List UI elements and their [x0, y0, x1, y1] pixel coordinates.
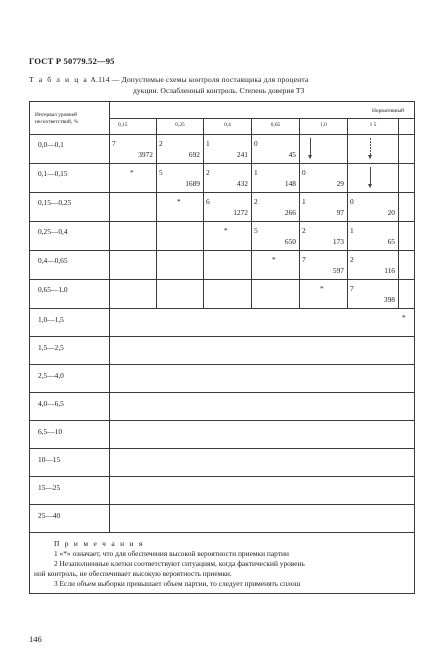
sample-size: 3972	[138, 150, 153, 159]
table-row	[30, 222, 415, 251]
plan-cell	[300, 135, 348, 164]
interval-label: 0,15—0,25	[30, 193, 110, 222]
document-code: ГОСТ Р 50779.52—95	[29, 56, 115, 66]
arrow-down-icon	[370, 167, 371, 187]
table-row	[30, 505, 415, 533]
note-1: 1 «*» означает, что для обеспечения высокой вероятности приемки партии	[54, 549, 289, 558]
plan-cell	[110, 135, 157, 164]
asterisk-mark: *	[224, 226, 228, 235]
sample-size: 432	[236, 179, 248, 188]
interval-label: 4,0—6,5	[30, 393, 110, 421]
interval-label: 1,5—2,5	[30, 337, 110, 365]
sample-size: 148	[284, 179, 296, 188]
plan-cell	[110, 222, 157, 251]
acceptance-number: 1	[302, 197, 306, 206]
table-row	[30, 251, 415, 280]
aql-column-header-empty	[399, 119, 415, 135]
aql-column-header: 1 5	[348, 119, 399, 135]
sample-size: 266	[284, 208, 296, 217]
plan-cell	[204, 280, 252, 309]
aql-column-header: 0,4	[204, 119, 252, 135]
plan-cell	[204, 222, 252, 251]
interval-label: 10—15	[30, 449, 110, 477]
interval-label: 15—25	[30, 477, 110, 505]
table-row	[30, 309, 415, 337]
plan-cell	[110, 280, 157, 309]
sample-size: 45	[288, 150, 296, 159]
plan-cell	[399, 280, 415, 309]
plan-cell	[110, 251, 157, 280]
table-row	[30, 393, 415, 421]
aql-column-header: 0,15	[110, 119, 157, 135]
table-row	[30, 193, 415, 222]
acceptance-number: 2	[350, 255, 354, 264]
plan-cell	[399, 135, 415, 164]
aql-column-header: 0,25	[157, 119, 204, 135]
asterisk-mark: *	[272, 255, 276, 264]
acceptance-number: 1	[254, 168, 258, 177]
plan-cell	[204, 193, 252, 222]
acceptance-number: 1	[350, 226, 354, 235]
plan-cell	[157, 135, 204, 164]
plan-cell	[300, 222, 348, 251]
plan-cell	[300, 164, 348, 193]
aql-column-header: 1,0	[300, 119, 348, 135]
acceptance-number: 6	[206, 197, 210, 206]
plan-cell	[399, 222, 415, 251]
interval-label: 1,0—1,5	[30, 309, 110, 337]
empty-plan-span	[110, 393, 415, 421]
sampling-plans-table	[29, 101, 415, 594]
plan-cell	[204, 164, 252, 193]
plan-cell	[110, 193, 157, 222]
sample-size: 1689	[185, 179, 200, 188]
interval-label: 0,25—0,4	[30, 222, 110, 251]
table-row	[30, 477, 415, 505]
acceptance-number: 2	[159, 139, 163, 148]
asterisk-mark: *	[320, 284, 324, 293]
acceptance-number: 1	[206, 139, 210, 148]
empty-plan-span	[110, 477, 415, 505]
sample-size: 398	[383, 295, 395, 304]
acceptance-number: 7	[112, 139, 116, 148]
sample-size: 597	[332, 266, 344, 275]
empty-plan-span	[110, 337, 415, 365]
plan-cell	[252, 280, 300, 309]
acceptance-number: 0	[302, 168, 306, 177]
interval-label: 0,1—0,15	[30, 164, 110, 193]
plan-cell	[348, 280, 399, 309]
interval-header: Интервал уровней несоответствий, %	[30, 102, 110, 135]
empty-plan-span	[110, 505, 415, 533]
normative-header: Нормативный	[110, 102, 415, 119]
sample-size: 20	[387, 208, 395, 217]
plan-cell	[252, 193, 300, 222]
interval-label: 0,0—0,1	[30, 135, 110, 164]
asterisk-mark: *	[130, 168, 134, 177]
sample-size: 692	[188, 150, 200, 159]
plan-cell	[204, 251, 252, 280]
acceptance-number: 5	[159, 168, 163, 177]
plan-cell	[157, 280, 204, 309]
plan-cell	[348, 164, 399, 193]
acceptance-number: 2	[206, 168, 210, 177]
interval-label: 0,4—0,65	[30, 251, 110, 280]
sample-size: 650	[284, 237, 296, 246]
plan-cell	[399, 251, 415, 280]
caption-line-2: дукции. Ослабленный контроль. Степень доверия Т3	[133, 86, 305, 95]
sample-size: 65	[387, 237, 395, 246]
plan-cell	[399, 164, 415, 193]
acceptance-number: 2	[254, 197, 258, 206]
acceptance-number: 7	[302, 255, 306, 264]
plan-cell	[204, 135, 252, 164]
sample-size: 97	[336, 208, 344, 217]
page-number: 146	[29, 634, 42, 644]
plan-cell	[110, 164, 157, 193]
table-row	[30, 135, 415, 164]
interval-label: 25—40	[30, 505, 110, 533]
sample-size: 116	[384, 266, 395, 275]
arrow-down-icon	[370, 138, 371, 158]
plan-cell	[252, 164, 300, 193]
sample-size: 29	[336, 179, 344, 188]
acceptance-number: 0	[254, 139, 258, 148]
table-row	[30, 280, 415, 309]
interval-label: 0,65—1,0	[30, 280, 110, 309]
plan-cell	[157, 164, 204, 193]
acceptance-number: 7	[350, 284, 354, 293]
notes-cell	[30, 533, 415, 594]
notes-title: П р и м е ч а н и я	[54, 539, 145, 548]
asterisk-mark: *	[402, 313, 406, 322]
arrow-down-icon	[310, 138, 311, 158]
plan-cell	[252, 135, 300, 164]
plan-cell	[157, 193, 204, 222]
plan-cell	[348, 251, 399, 280]
plan-cell	[348, 193, 399, 222]
asterisk-mark: *	[177, 197, 181, 206]
plan-cell	[252, 251, 300, 280]
table-row	[30, 164, 415, 193]
interval-label: 6,5—10	[30, 421, 110, 449]
empty-plan-span	[110, 421, 415, 449]
table-caption	[29, 74, 409, 96]
table-row	[30, 421, 415, 449]
plan-cell	[157, 251, 204, 280]
note-3: 3 Если объем выборки превышает объем партии, то следует применять сплош	[54, 579, 301, 588]
plan-cell	[252, 222, 300, 251]
plan-cell	[348, 135, 399, 164]
aql-column-header: 0,65	[252, 119, 300, 135]
sample-size: 1272	[233, 208, 248, 217]
plan-cell	[157, 222, 204, 251]
empty-plan-span	[110, 449, 415, 477]
caption-prefix: Т а б л и ц а	[29, 75, 89, 84]
caption-line-1: А.114 — Допустимые схемы контроля поставщика для процента	[90, 75, 309, 84]
acceptance-number: 5	[254, 226, 258, 235]
acceptance-number: 0	[350, 197, 354, 206]
plan-cell	[300, 251, 348, 280]
plan-cell	[399, 193, 415, 222]
plan-cell	[300, 193, 348, 222]
sample-size: 173	[332, 237, 344, 246]
empty-plan-span	[110, 309, 415, 337]
note-2-continuation: ной контроль, не обеспечивает высокую вероятность приемки.	[34, 569, 232, 578]
table-row	[30, 449, 415, 477]
table-row	[30, 365, 415, 393]
empty-plan-span	[110, 365, 415, 393]
note-2: 2 Незаполненные клетки соответствуют ситуациям, когда фактический уровень	[54, 559, 305, 568]
interval-label: 2,5—4,0	[30, 365, 110, 393]
acceptance-number: 2	[302, 226, 306, 235]
notes-row	[30, 533, 415, 594]
table-row	[30, 337, 415, 365]
plan-cell	[348, 222, 399, 251]
plan-cell	[300, 280, 348, 309]
sample-size: 241	[236, 150, 248, 159]
